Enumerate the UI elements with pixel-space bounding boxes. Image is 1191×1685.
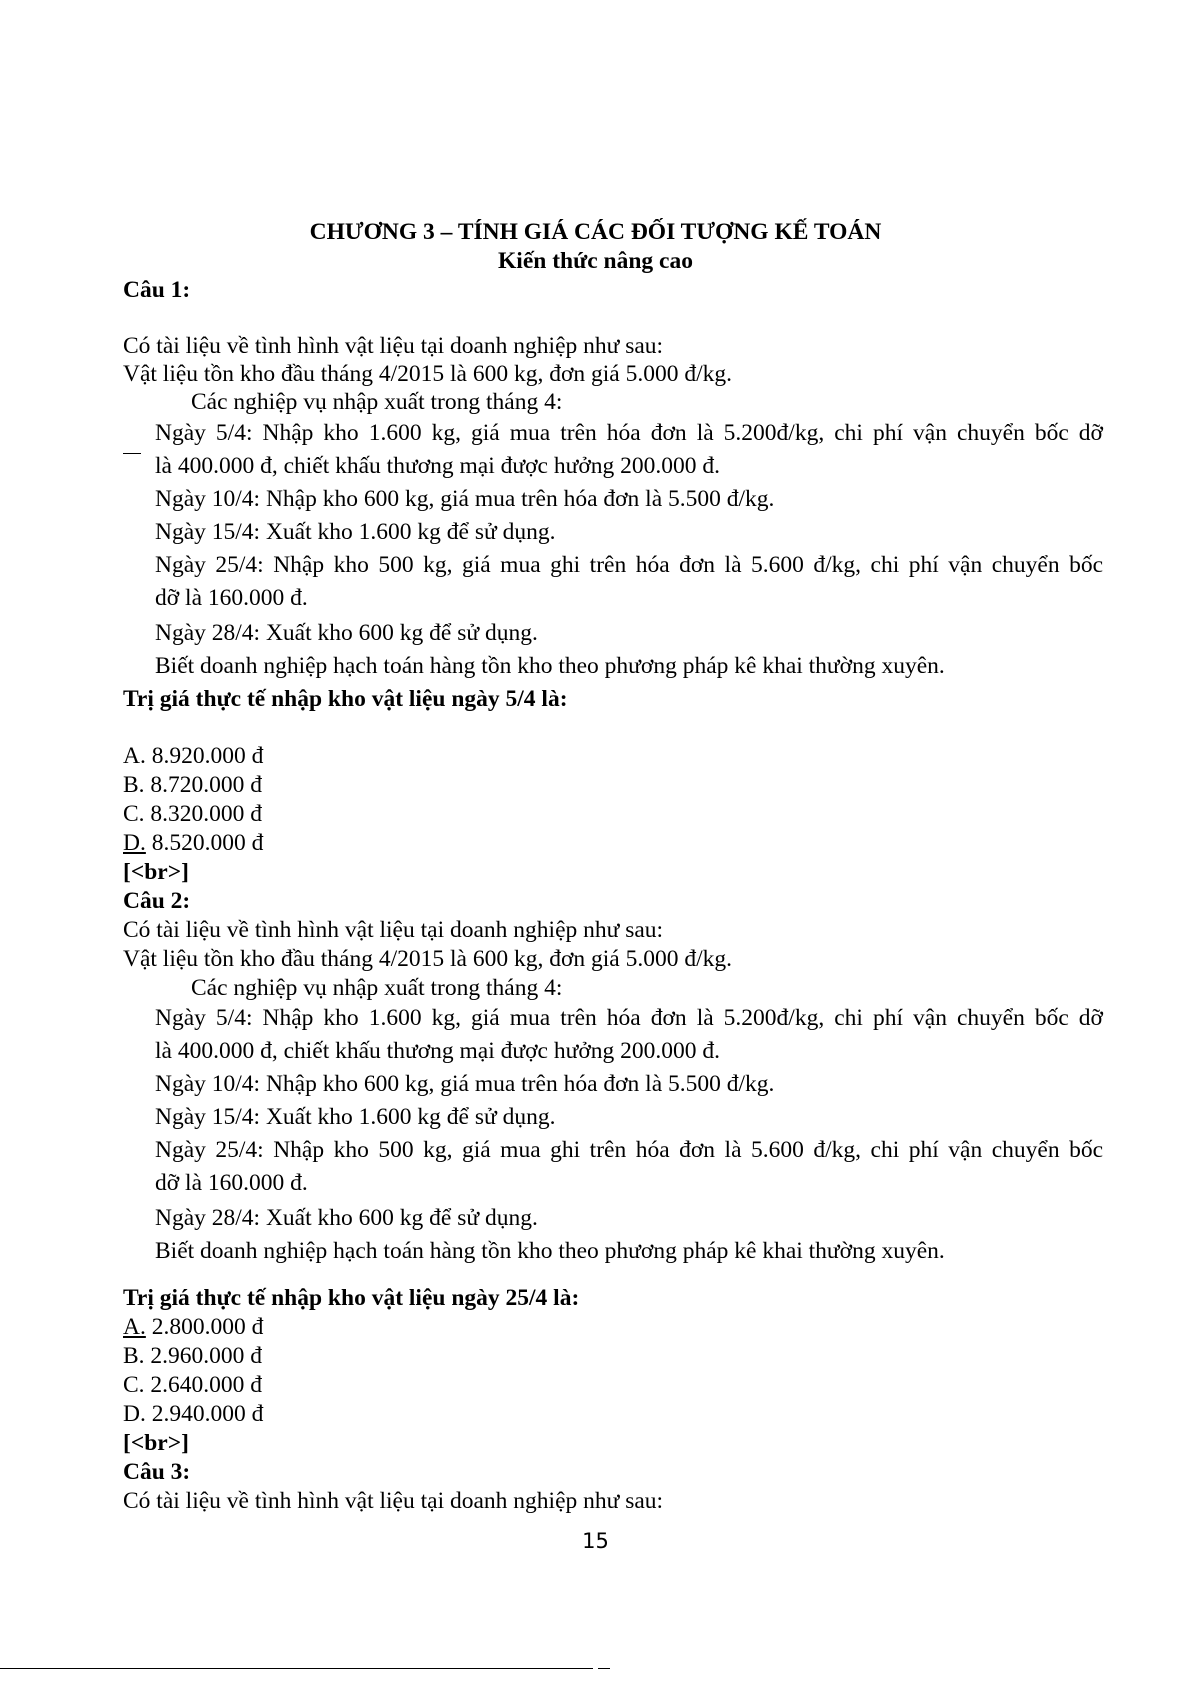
q3-intro-line1: Có tài liệu về tình hình vật liệu tại doanh nghiệp như sau:: [123, 1488, 664, 1514]
q1-transaction-3: Ngày 15/4: Xuất kho 1.600 kg để sử dụng.: [155, 519, 556, 545]
q1-transaction-2: Ngày 10/4: Nhập kho 600 kg, giá mua trên hóa đơn là 5.500 đ/kg.: [155, 486, 775, 512]
q1-heading: Câu 1:: [123, 277, 191, 303]
q2-separator: [<br>]: [123, 1430, 189, 1456]
q1-option-d-value: 8.520.000 đ: [145, 830, 264, 856]
q2-transaction-4b: dỡ là 160.000 đ.: [155, 1170, 308, 1196]
q1-transaction-1b: là 400.000 đ, chiết khấu thương mại được hưởng 200.000 đ.: [155, 453, 720, 479]
chapter-title: CHƯƠNG 3 – TÍNH GIÁ CÁC ĐỐI TƯỢNG KẾ TOÁN: [309, 219, 882, 245]
q2-transaction-1b: là 400.000 đ, chiết khấu thương mại được hưởng 200.000 đ.: [155, 1038, 720, 1064]
q1-option-d-letter: D.: [123, 830, 146, 856]
q1-option-a: A. 8.920.000 đ: [123, 743, 264, 769]
q1-intro-line3: Các nghiệp vụ nhập xuất trong tháng 4:: [191, 389, 563, 415]
q2-option-a-value: 2.800.000 đ: [145, 1314, 264, 1340]
q2-option-a-letter: A.: [123, 1314, 146, 1340]
q2-transaction-1a: Ngày 5/4: Nhập kho 1.600 kg, giá mua trên hóa đơn là 5.200đ/kg, chi phí vận chuyển bốc dỡ: [155, 1005, 1103, 1031]
q2-transaction-2: Ngày 10/4: Nhập kho 600 kg, giá mua trên hóa đơn là 5.500 đ/kg.: [155, 1071, 775, 1097]
q2-intro-line1: Có tài liệu về tình hình vật liệu tại doanh nghiệp như sau:: [123, 917, 664, 943]
q2-note: Biết doanh nghiệp hạch toán hàng tồn kho theo phương pháp kê khai thường xuyên.: [155, 1238, 945, 1264]
footer-rule-right: [598, 1668, 610, 1669]
q2-transaction-4a: Ngày 25/4: Nhập kho 500 kg, giá mua ghi trên hóa đơn là 5.600 đ/kg, chi phí vận chuyển bốc: [155, 1137, 1103, 1163]
footer-rule-left: [0, 1668, 593, 1669]
q1-note: Biết doanh nghiệp hạch toán hàng tồn kho theo phương pháp kê khai thường xuyên.: [155, 653, 945, 679]
q1-transaction-1a: Ngày 5/4: Nhập kho 1.600 kg, giá mua trên hóa đơn là 5.200đ/kg, chi phí vận chuyển bốc dỡ: [155, 420, 1103, 446]
q1-question: Trị giá thực tế nhập kho vật liệu ngày 5/4 là:: [123, 686, 568, 712]
q2-transaction-5: Ngày 28/4: Xuất kho 600 kg để sử dụng.: [155, 1205, 538, 1231]
chapter-subtitle: Kiến thức nâng cao: [498, 248, 693, 274]
q3-heading: Câu 3:: [123, 1459, 191, 1485]
q1-separator: [<br>]: [123, 859, 189, 885]
q2-option-c: C. 2.640.000 đ: [123, 1372, 263, 1398]
q2-option-a: [123, 1313, 263, 1341]
q2-option-d: D. 2.940.000 đ: [123, 1401, 264, 1427]
q1-intro-line1: Có tài liệu về tình hình vật liệu tại doanh nghiệp như sau:: [123, 333, 664, 359]
q1-transaction-4a: Ngày 25/4: Nhập kho 500 kg, giá mua ghi trên hóa đơn là 5.600 đ/kg, chi phí vận chuyển bốc: [155, 552, 1103, 578]
page-number: 15: [582, 1529, 609, 1553]
q1-intro-line2: Vật liệu tồn kho đầu tháng 4/2015 là 600 kg, đơn giá 5.000 đ/kg.: [123, 361, 732, 387]
q2-transaction-3: Ngày 15/4: Xuất kho 1.600 kg để sử dụng.: [155, 1104, 556, 1130]
q1-option-d: [123, 829, 263, 857]
q1-option-c: C. 8.320.000 đ: [123, 801, 263, 827]
q1-transaction-5: Ngày 28/4: Xuất kho 600 kg để sử dụng.: [155, 620, 538, 646]
q2-intro-line3: Các nghiệp vụ nhập xuất trong tháng 4:: [191, 975, 563, 1001]
q2-question: Trị giá thực tế nhập kho vật liệu ngày 25/4 là:: [123, 1285, 580, 1311]
q1-transaction-4b: dỡ là 160.000 đ.: [155, 585, 308, 611]
q2-intro-line2: Vật liệu tồn kho đầu tháng 4/2015 là 600 kg, đơn giá 5.000 đ/kg.: [123, 946, 732, 972]
q1-margin-dash: [123, 453, 141, 454]
q2-heading: Câu 2:: [123, 888, 191, 914]
q1-option-b: B. 8.720.000 đ: [123, 772, 263, 798]
q2-option-b: B. 2.960.000 đ: [123, 1343, 263, 1369]
